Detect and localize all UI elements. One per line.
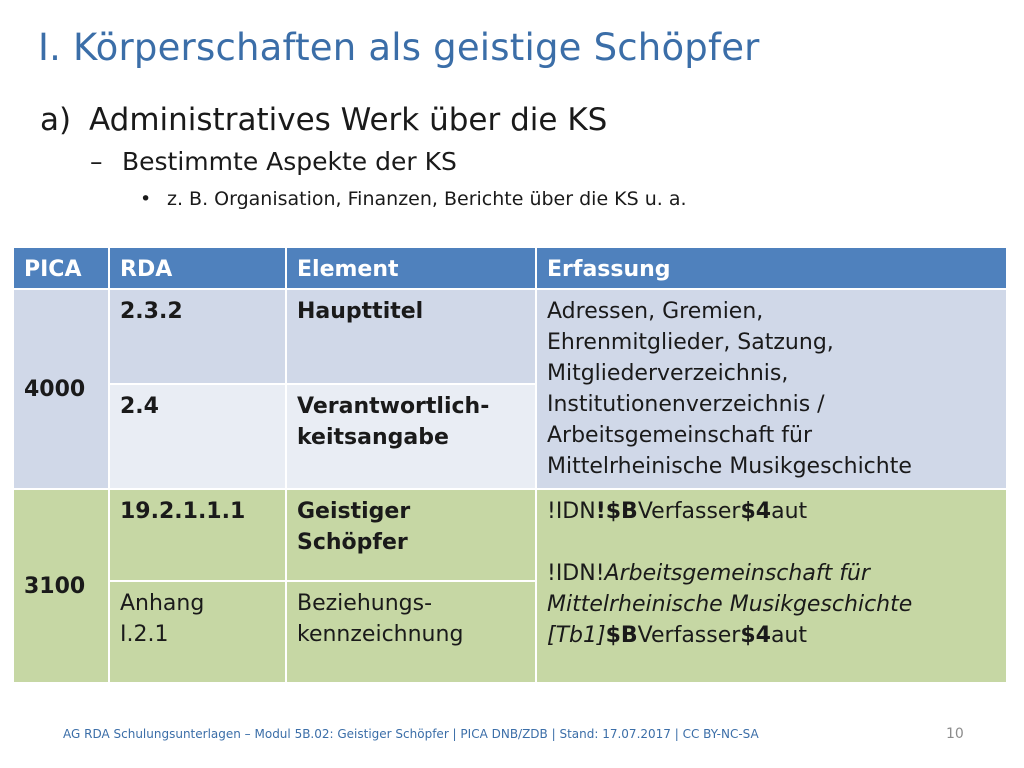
erfassung-text: aut xyxy=(771,499,808,524)
erfassung-line: Mitgliederverzeichnis, xyxy=(547,361,789,386)
erfassung-text: [Tb1] xyxy=(547,623,606,648)
erfassung-text: Arbeitsgemeinschaft für xyxy=(604,561,870,586)
erfassung-line xyxy=(547,558,996,589)
erfassung-line xyxy=(547,620,996,651)
erfassung-line: Arbeitsgemeinschaft für xyxy=(547,423,813,448)
rda-cell: 2.3.2 xyxy=(109,289,286,384)
header-erfassung: Erfassung xyxy=(536,247,1007,289)
erfassung-text: $4 xyxy=(740,499,772,524)
dash-marker: – xyxy=(90,147,103,176)
erfassung-text: Verfasser xyxy=(637,623,741,648)
pica-code-4000: 4000 xyxy=(13,289,109,489)
element-line: Geistiger xyxy=(297,499,411,524)
element-cell xyxy=(286,384,536,489)
pica-rda-table xyxy=(12,246,1008,684)
bullet-level-3 xyxy=(140,188,687,210)
bullet-level-3-text: z. B. Organisation, Finanzen, Berichte über die KS u. a. xyxy=(167,188,687,210)
table-row xyxy=(13,289,1007,384)
list-number: a) xyxy=(40,102,72,138)
erfassung-text: $B xyxy=(605,623,638,648)
bullet-level-1 xyxy=(40,102,607,138)
bullet-dot-icon: • xyxy=(140,188,152,210)
erfassung-text: !$B xyxy=(595,499,638,524)
erfassung-line: Adressen, Gremien, xyxy=(547,299,764,324)
element-line: Beziehungs- xyxy=(297,591,433,616)
erfassung-spacer xyxy=(547,527,996,558)
erfassung-text: !IDN! xyxy=(547,561,605,586)
erfassung-line: Institutionenverzeichnis / xyxy=(547,392,825,417)
element-line: kennzeichnung xyxy=(297,622,464,647)
erfassung-cell xyxy=(536,289,1007,489)
element-cell xyxy=(286,581,536,683)
erfassung-text: Mittelrheinische Musikgeschichte xyxy=(547,592,913,617)
erfassung-line xyxy=(547,496,996,527)
rda-cell xyxy=(109,581,286,683)
table-row xyxy=(13,489,1007,581)
element-cell xyxy=(286,489,536,581)
bullet-level-1-text: Administratives Werk über die KS xyxy=(89,102,608,138)
header-element: Element xyxy=(286,247,536,289)
rda-line: I.2.1 xyxy=(120,622,169,647)
erfassung-line: Ehrenmitglieder, Satzung, xyxy=(547,330,834,355)
page-number: 10 xyxy=(946,726,964,742)
bullet-level-2 xyxy=(90,147,457,176)
erfassung-line xyxy=(547,589,996,620)
rda-cell: 2.4 xyxy=(109,384,286,489)
bullet-level-2-text: Bestimmte Aspekte der KS xyxy=(122,147,457,176)
footer-text: AG RDA Schulungsunterlagen – Modul 5B.02: Geistiger Schöpfer | PICA DNB/ZDB | Stand: 17.07.2017 | CC BY-NC-SA xyxy=(63,727,759,741)
element-cell: Haupttitel xyxy=(286,289,536,384)
header-pica: PICA xyxy=(13,247,109,289)
erfassung-text: aut xyxy=(770,623,807,648)
rda-cell: 19.2.1.1.1 xyxy=(109,489,286,581)
erfassung-text: !IDN xyxy=(547,499,596,524)
erfassung-cell xyxy=(536,489,1007,683)
erfassung-text: $4 xyxy=(740,623,771,648)
pica-code-3100: 3100 xyxy=(13,489,109,683)
erfassung-line: Mittelrheinische Musikgeschichte xyxy=(547,454,912,479)
header-rda: RDA xyxy=(109,247,286,289)
rda-line: Anhang xyxy=(120,591,205,616)
element-line: Schöpfer xyxy=(297,530,408,555)
element-line: Verantwortlich- xyxy=(297,393,490,419)
erfassung-text: Verfasser xyxy=(637,499,741,524)
slide-title: I. Körperschaften als geistige Schöpfer xyxy=(38,26,760,69)
element-line: keitsangabe xyxy=(297,424,449,450)
table-header-row xyxy=(13,247,1007,289)
